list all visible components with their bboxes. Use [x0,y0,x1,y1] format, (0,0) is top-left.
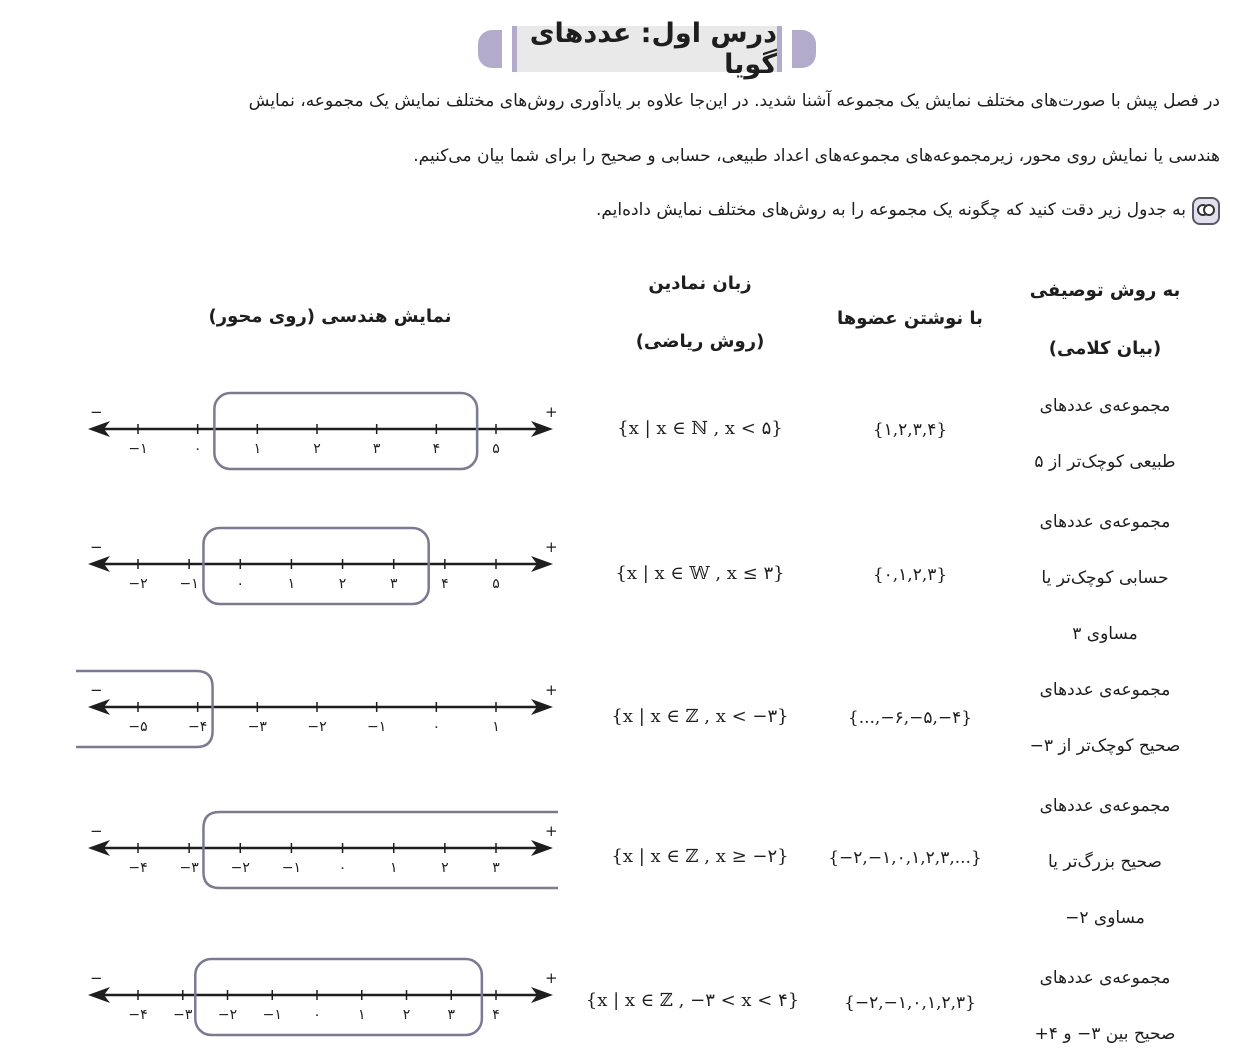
header-symbolic-line2: (روش ریاضی) [635,331,765,352]
tick-label: ۳ [389,576,398,592]
row1-roster: {۱,۲,۳,۴} [872,420,948,440]
tick-label: ۰ [193,441,202,457]
title-cap-right [792,30,816,68]
axis-plus-sign: + [545,969,558,987]
tick-label: ۱ [389,860,398,876]
row4-desc-line1: مجموعه‌ی عددهای [1039,796,1171,816]
row5-description [1010,950,1200,1062]
row3-desc-line2: صحیح کوچک‌تر از ۳− [1029,736,1181,756]
row5-number-line [78,942,568,1052]
tick-label: ۰ [432,719,441,735]
row2-desc-line3: مساوی ۳ [1072,624,1138,644]
axis-minus-sign: − [90,822,103,840]
tick-label: ۳ [447,1007,456,1023]
row3-desc-line1: مجموعه‌ی عددهای [1039,680,1171,700]
row4-desc-line2: صحیح بزرگ‌تر یا [1048,852,1162,872]
set-highlight-box [203,812,558,888]
tick-label: ۱ [492,719,500,735]
tick-label: ۴ [432,441,441,457]
tick-label: −۲ [217,1007,238,1023]
tick-label: −۳ [179,860,199,876]
tick-label: −۳ [173,1007,193,1023]
tick-label: ۳ [372,441,381,457]
tick-label: ۲ [313,441,321,457]
row3-description [1010,662,1200,774]
row2-desc-line1: مجموعه‌ی عددهای [1039,512,1171,532]
header-symbolic-line1: زبان نمادین [648,273,752,294]
tick-label: ۴ [441,576,449,592]
tick-label: ۲ [338,576,347,592]
tick-label: −۱ [262,1007,282,1023]
row1-description [1010,378,1200,490]
axis-plus-sign: + [545,681,558,699]
tick-label: ۱ [287,576,296,592]
tick-label: −۴ [188,719,208,735]
row1-desc-line1: مجموعه‌ی عددهای [1039,396,1171,416]
tick-label: −۱ [281,860,302,876]
axis-minus-sign: − [90,538,103,556]
row3-symbolic: {x | x ∈ ℤ , x < −۳} [611,706,789,727]
tick-label: ۰ [236,576,245,592]
tick-label: ۰ [313,1007,321,1023]
header-geometric: نمایش هندسی (روی محور) [208,306,452,327]
row5-desc-line1: مجموعه‌ی عددهای [1039,968,1171,988]
intro-line-1: در فصل پیش با صورت‌های مختلف نمایش یک مجموعه آشنا شدید. در این‌جا علاوه بر یادآوری روش‌های مختلف نمایش یک مجموعه، نمایش [248,91,1220,111]
row2-desc-line2: حسابی کوچک‌تر یا [1041,568,1169,588]
tick-label: −۲ [230,860,250,876]
row5-symbolic: {x | x ∈ ℤ , −۳ < x < ۴} [585,990,800,1011]
row2-roster: {۰,۱,۲,۳} [872,565,948,585]
tick-label: −۱ [179,576,199,592]
row2-symbolic: {x | x ∈ 𝕎 , x ≤ ۳} [615,563,785,584]
row4-description [1010,778,1200,946]
tick-label: −۱ [367,719,387,735]
tick-label: ۵ [492,441,500,457]
row4-number-line [78,795,568,905]
row4-desc-line3: مساوی ۲− [1065,908,1145,928]
lesson-title-banner [478,18,816,80]
row2-number-line [78,511,568,621]
axis-plus-sign: + [545,538,558,556]
row1-desc-line2: طبیعی کوچک‌تر از ۵ [1034,452,1176,472]
tick-label: −۵ [128,719,148,735]
intro-line-3: به جدول زیر دقت کنید که چگونه یک مجموعه را به روش‌های مختلف نمایش داده‌ایم. [595,200,1186,220]
tick-label: ۵ [492,576,500,592]
axis-minus-sign: − [90,681,103,699]
intro-line-2: هندسی یا نمایش روی محور، زیرمجموعه‌های مجموعه‌های اعداد طبیعی، حسابی و صحیح را برای شما بیان می‌کنیم. [413,146,1220,166]
axis-plus-sign: + [545,822,558,840]
tick-label: ۴ [492,1007,500,1023]
set-highlight-box [203,528,428,604]
header-descriptive-line2: (بیان کلامی) [1048,338,1162,359]
tick-label: −۴ [128,860,148,876]
row3-roster: {...,−۶,−۵,−۴} [847,708,973,728]
row5-roster: {−۲,−۱,۰,۱,۲,۳} [844,993,976,1013]
tick-label: −۲ [307,719,327,735]
axis-plus-sign: + [545,403,558,421]
tick-label: ۱ [357,1007,366,1023]
header-descriptive-line1: به روش توصیفی [1029,280,1181,301]
header-roster: با نوشتن عضوها [837,308,983,329]
tick-label: −۴ [128,1007,148,1023]
glasses-face-icon [1192,197,1220,225]
row4-symbolic: {x | x ∈ ℤ , x ≥ −۲} [611,846,789,867]
tick-label: −۳ [247,719,267,735]
lesson-title: درس اول: عددهای گویا [512,26,782,72]
header-descriptive [1010,262,1200,378]
title-cap-left [478,30,502,68]
tick-label: ۱ [253,441,262,457]
row2-description [1010,494,1200,662]
set-highlight-box [195,959,482,1035]
tick-label: ۰ [338,860,347,876]
tick-label: ۲ [441,860,449,876]
axis-minus-sign: − [90,403,103,421]
tick-label: ۲ [402,1007,411,1023]
row1-symbolic: {x | x ∈ ℕ , x < ۵} [617,418,783,439]
set-highlight-box [214,393,477,469]
row4-roster: {−۲,−۱,۰,۱,۲,۳,...} [828,848,982,868]
row1-number-line [78,376,568,486]
row3-number-line [78,654,568,764]
tick-label: −۲ [128,576,148,592]
tick-label: ۳ [492,860,500,876]
axis-minus-sign: − [90,969,103,987]
row5-desc-line2: صحیح بین ۳− و ۴+ [1034,1024,1176,1044]
header-symbolic [600,255,800,371]
tick-label: −۱ [128,441,148,457]
